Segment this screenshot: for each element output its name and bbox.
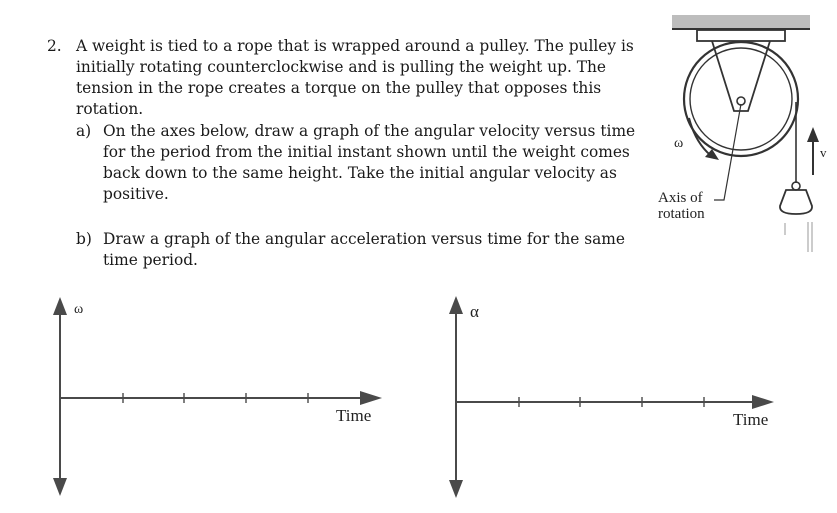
velocity-figure-label: v xyxy=(820,145,827,160)
alpha-y-arrow-up xyxy=(449,296,463,314)
stem-line-3: tension in the rope creates a torque on the pulley that opposes this xyxy=(76,79,602,97)
omega-y-label: ω xyxy=(74,302,84,317)
alpha-x-label: Time xyxy=(733,410,769,429)
stem-line-1: A weight is tied to a rope that is wrapped around a pulley. The pulley is xyxy=(76,37,634,55)
part-a-marker: a) xyxy=(76,122,92,140)
axis-label-line-1: Axis of xyxy=(658,190,703,206)
part-a-line-3: back down to the same height. Take the initial angular velocity as xyxy=(103,164,617,182)
alpha-x-arrow xyxy=(752,395,774,409)
stem-line-4: rotation. xyxy=(76,100,144,118)
part-b-line-2: time period. xyxy=(103,251,198,269)
part-a-line-1: On the axes below, draw a graph of the angular velocity versus time xyxy=(103,122,636,140)
problem-number: 2. xyxy=(47,37,62,55)
alpha-y-label: α xyxy=(470,302,479,321)
part-a-line-2: for the period from the initial instant shown until the weight comes xyxy=(103,143,630,161)
stem-line-2: initially rotating counterclockwise and is pulling the weight up. The xyxy=(76,58,607,76)
part-b-marker: b) xyxy=(76,230,92,248)
part-b-line-1: Draw a graph of the angular acceleration versus time for the same xyxy=(103,230,626,248)
alpha-y-arrow-down xyxy=(449,480,463,498)
axis-label-line-2: rotation xyxy=(658,206,705,222)
omega-figure-label: ω xyxy=(674,136,684,151)
omega-x-label: Time xyxy=(336,406,372,425)
part-a-line-4: positive. xyxy=(103,185,169,203)
